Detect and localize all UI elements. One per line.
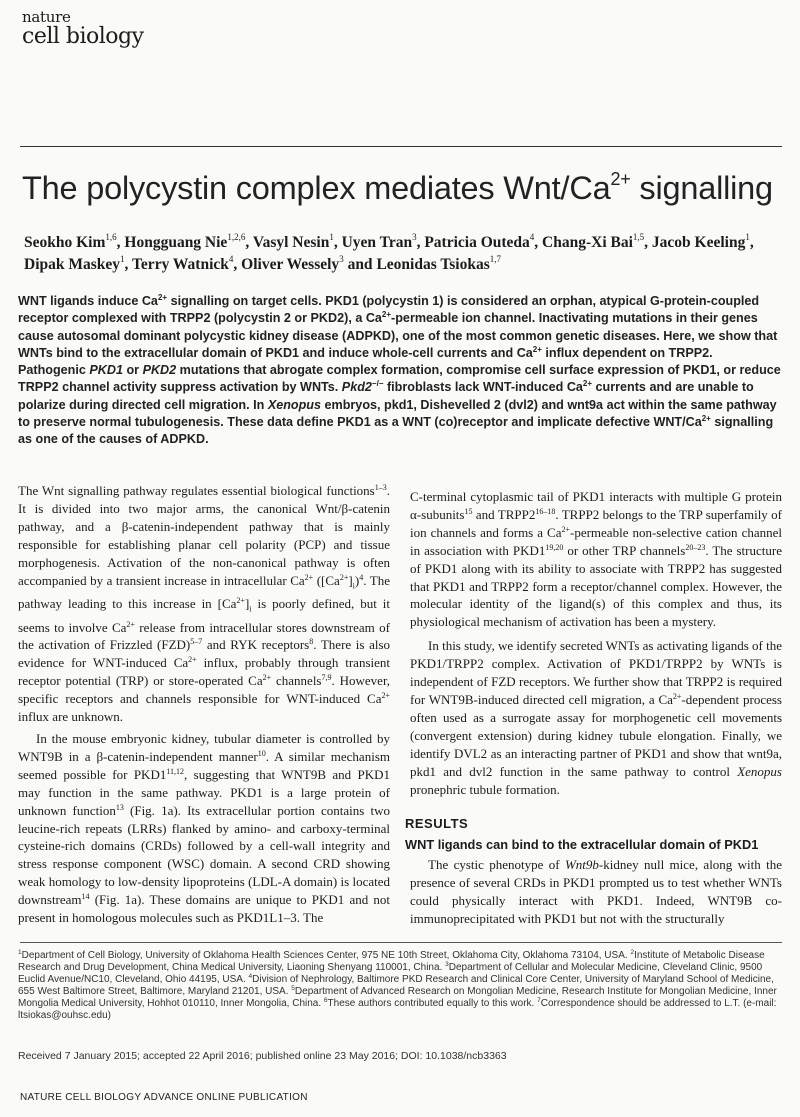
section-heading: RESULTS	[405, 816, 469, 831]
author-name: Leonidas Tsiokas	[376, 256, 490, 273]
subsection-heading: WNT ligands can bind to the extracellular domain of PKD1	[405, 837, 759, 852]
body-paragraph: The cystic phenotype of Wnt9b-kidney null mice, along with the presence of several CRDs in PKD1 prompted us to test whether WNTs could physically interact with PKD1. Indeed, WNT9B co-immunoprecipitated with PKD1 but not with the structurally	[410, 857, 783, 926]
received-dates: Received 7 January 2015; accepted 22 April 2016; published online 23 May 2016; DOI: 10.1038/ncb3363	[18, 1050, 507, 1062]
author-name: Oliver Wessely	[241, 256, 340, 273]
author-name: Hongguang Nie	[124, 234, 228, 251]
journal-logo-line2: cell biology	[22, 24, 144, 49]
author-list: Seokho Kim$^{1,6}$, Hongguang Nie$^{1,2,6}$, Vasyl Nesin$^1$, Uyen Tran$^3$, Patricia Outeda$^4$, Chang-Xi Bai$^{1,5}$, Jacob Keeling$^1$, Dipak Maskey$^1$, Terry Watnick$^4$, Oliver Wessely$^3$ and Leonidas Tsiokas$^{1,7}$	[24, 232, 754, 273]
author-name: Vasyl Nesin	[252, 234, 330, 251]
author-affiliation: 3	[412, 232, 417, 242]
body-paragraph: The Wnt signalling pathway regulates essential biological functions$^{1-3}$. It is divided into two major arms, the canonical Wnt/β-catenin pathway, and a β-catenin-independent pathway that is mainly responsible for establishing planar cell polarity (PCP) and tissue morphogenesis. Activation of the non-canonical pathway is often accompanied by a transient increase in intracellular $Ca^{2+}$ $([Ca^{2+}]_i)^4$. The pathway leading to this increase in $[Ca^{2+}]_i$ is poorly defined, but it seems to involve $Ca^{2+}$ release from intracellular stores downstream of the activation of Frizzled (FZD)$^{5-7}$ and RYK receptors$^8$. There is also evidence for WNT-induced $Ca^{2+}$ influx, probably through transient receptor potential (TRP) or store-operated $Ca^{2+}$ channels$^{7,9}$. However, specific receptors and channels responsible for WNT-induced $Ca^{2+}$ influx are unknown.	[18, 483, 391, 725]
author-affiliation: 4	[228, 254, 234, 264]
author-affiliation: 1	[745, 232, 750, 242]
author-affiliation: 3	[339, 254, 344, 264]
body-paragraph: In the mouse embryonic kidney, tubular diameter is controlled by WNT9B in a β-catenin-independent manner$^{10}$. A similar mechanism seemed possible for PKD1$^{11,12}$, suggesting that WNT9B and PKD1 may function in the same pathway. PKD1 is a large protein of unknown function$^{13}$ (Fig. 1a). Its extracellular portion contains two leucine-rich repeats (LRRs) flanked by amino- and carboxy-terminal cysteine-rich domains (CRDs) followed by a cell-wall integrity and stress response component (WSC) domain. A second CRD showing weak homology to low-density lipoproteins (LDL-A domain) is located downstream$^{14}$ (Fig. 1a). These domains are unique to PKD1 and not present in homologous molecules such as PKD1L1–3. The	[18, 730, 391, 926]
author-name: Chang-Xi Bai	[542, 234, 633, 251]
author-affiliation: 1,7	[489, 254, 501, 264]
author-name: Seokho Kim	[24, 234, 106, 251]
affiliations: $^1$Department of Cell Biology, University of Oklahoma Health Sciences Center, 975 NE 10th Street, Oklahoma City, Oklahoma 73104, USA. $^2$Institute of Metabolic Disease Research and Drug Development, China Medical University, Liaoning Shenyang 110001, China. $^3$Department of Cellular and Molecular Medicine, Cleveland Clinic, 9500 Euclid Avenue/NC10, Cleveland, Ohio 44195, USA. $^4$Division of Nephrology, Baltimore PKD Research and Clinical Core Center, University of Maryland School of Medicine, 655 West Baltimore Street, Baltimore, Maryland 21201, USA. $^5$Department of Advanced Research on Mongolian Medicine, Research Institute for Mongolian Medicine, Inner Mongolia Medical University, Hohhot 010110, Inner Mongolia, China. $^6$These authors contributed equally to this work. $^7$Correspondence should be addressed to L.T. (e-mail: ltsiokas@ouhsc.edu)	[18, 949, 777, 1022]
author-name: Patricia Outeda	[424, 234, 530, 251]
article-title: The polycystin complex mediates Wnt/$Ca^{2+}$ signalling	[22, 169, 773, 206]
body-paragraph: C-terminal cytoplasmic tail of PKD1 interacts with multiple G protein α-subunits$^{15}$ and TRPP2$^{16-18}$. TRPP2 belongs to the TRP superfamily of ion channels and forms a $Ca^{2+}$-permeable non-selective cation channel in association with PKD1$^{19,20}$ or other TRP channels$^{20-23}$. The structure of PKD1 along with its ability to associate with TRPP2 has suggested that PKD1 and TRPP2 form a receptor/channel complex. However, the molecular identity of the ligand(s) of this complex and thus, its physiological mechanism of activation has been a mystery.	[410, 489, 783, 630]
footer-journal: NATURE CELL BIOLOGY ADVANCE ONLINE PUBLICATION	[20, 1092, 308, 1103]
author-affiliation: 1,2,6	[227, 232, 246, 242]
author-affiliation: 1,6	[105, 232, 117, 242]
author-affiliation: 1,5	[632, 232, 645, 242]
author-name: Dipak Maskey	[24, 256, 121, 273]
author-name: Jacob Keeling	[651, 234, 746, 251]
header-rule	[20, 146, 782, 147]
author-name: Uyen Tran	[341, 234, 413, 251]
author-affiliation: 4	[529, 232, 535, 242]
journal-logo	[22, 10, 144, 48]
body-column-left	[18, 482, 390, 927]
author-affiliation: 1	[120, 254, 125, 264]
body-paragraph: In this study, we identify secreted WNTs as activating ligands of the PKD1/TRPP2 complex. Activation of PKD1/TRPP2 by WNTs is independent of FZD receptors. We further show that TRPP2 is required for WNT9B-induced directed cell migration, a $Ca^{2+}$-dependent process often used as a surrogate assay for morphogenetic cell movements (convergent extension) during kidney tubule elongation. Finally, we identify DVL2 as an interacting partner of PKD1 and show that wnt9a, pkd1 and dvl2 function in the same pathway to control Xenopus pronephric tubule formation.	[410, 638, 782, 797]
abstract: WNT ligands induce $Ca^{2+}$ signalling on target cells. PKD1 (polycystin 1) is considered an orphan, atypical G-protein-coupled receptor complexed with TRPP2 (polycystin 2 or PKD2), a $Ca^{2+}$-permeable ion channel. Inactivating mutations in their genes cause autosomal dominant polycystic kidney disease (ADPKD), one of the most common genetic diseases. Here, we show that WNTs bind to the extracellular domain of PKD1 and induce whole-cell currents and $Ca^{2+}$ influx dependent on TRPP2. Pathogenic PKD1 or PKD2 mutations that abrogate complex formation, compromise cell surface expression of PKD1, or reduce TRPP2 channel activity suppress activation by WNTs. Pkd2−/− fibroblasts lack WNT-induced $Ca^{2+}$ currents and are unable to polarize during directed cell migration. In Xenopus embryos, pkd1, Dishevelled 2 (dvl2) and wnt9a act within the same pathway to preserve normal tubulogenesis. These data define PKD1 as a WNT (co)receptor and implicate defective WNT/$Ca^{2+}$ signalling as one of the causes of ADPKD.	[18, 293, 781, 447]
journal-logo-line1: nature	[22, 8, 71, 26]
author-name: Terry Watnick	[132, 256, 229, 273]
author-affiliation: 1	[329, 232, 334, 242]
body-column-right	[410, 488, 782, 798]
footnote-rule	[20, 942, 782, 943]
